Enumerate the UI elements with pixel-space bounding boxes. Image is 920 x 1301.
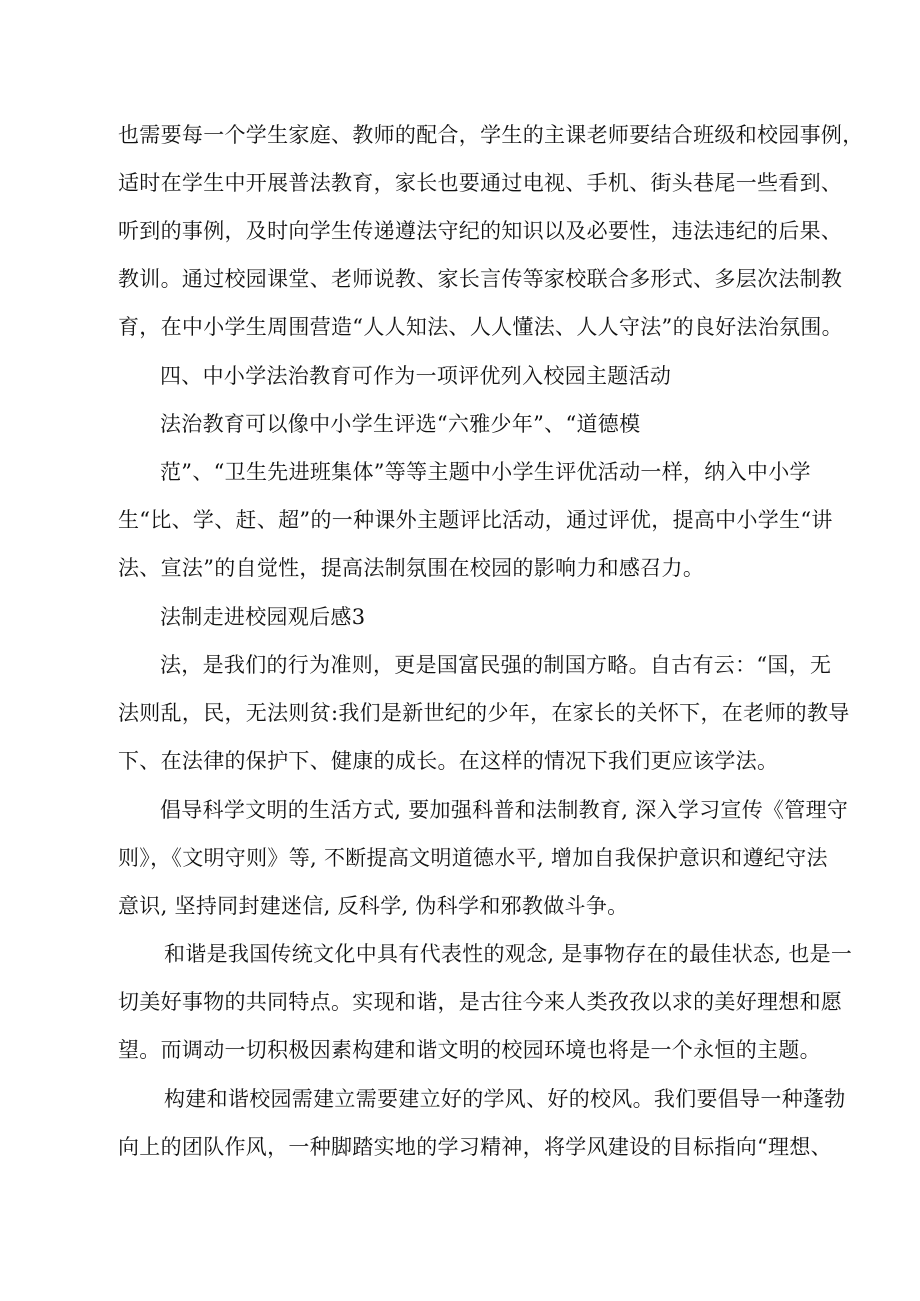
text-line: 法、宣法”的自觉性，提高法制氛围在校园的影响力和感召力。	[118, 556, 705, 580]
text-line: 倡导科学文明的生活方式, 要加强科普和法制教育, 深入学习宣传《管理守	[160, 798, 849, 822]
text-line: 法则乱，民，无法则贫:我们是新世纪的少年，在家长的关怀下，在老师的教导	[118, 701, 850, 725]
text-line: 构建和谐校园需建立需要建立好的学风、好的校风。我们要倡导一种蓬勃	[164, 1087, 846, 1111]
section-heading: 四、中小学法治教育可作为一项评优列入校园主题活动	[160, 364, 672, 388]
section-title: 法制走进校园观后感3	[160, 605, 366, 629]
text-line: 下、在法律的保护下、健康的成长。在这样的情况下我们更应该学法。	[118, 749, 779, 773]
text-line: 法治教育可以像中小学生评选“六雅少年”、“道德模	[160, 412, 641, 436]
text-line: 望。而调动一切积极因素构建和谐文明的校园环境也将是一个永恒的主题。	[118, 1038, 821, 1062]
text-line: 听到的事例，及时向学生传递遵法守纪的知识以及必要性，违法违纪的后果、	[118, 219, 843, 243]
text-line: 生“比、学、赶、超”的一种课外主题评比活动，通过评优，提高中小学生“讲	[118, 508, 833, 532]
text-line: 法，是我们的行为准则，更是国富民强的制国方略。自古有云：“国，无	[160, 653, 832, 677]
text-line: 和谐是我国传统文化中具有代表性的观念, 是事物存在的最佳状态, 也是一	[164, 942, 853, 966]
text-line: 育，在中小学生周围营造“人人知法、人人懂法、人人守法”的良好法治氛围。	[118, 315, 843, 339]
text-line: 向上的团队作风，一种脚踏实地的学习精神，将学风建设的目标指向“理想、	[118, 1135, 832, 1159]
text-line: 适时在学生中开展普法教育，家长也要通过电视、手机、街头巷尾一些看到、	[118, 171, 843, 195]
text-line: 教训。通过校园课堂、老师说教、家长言传等家校联合多形式、多层次法制教	[118, 267, 843, 291]
text-line: 则》，《文明守则》等, 不断提高文明道德水平, 增加自我保护意识和遵纪守法	[118, 846, 828, 870]
text-line: 切美好事物的共同特点。实现和谐，是古往今来人类孜孜以求的美好理想和愿	[118, 990, 843, 1014]
text-line: 范”、“卫生先进班集体”等等主题中小学生评优活动一样，纳入中小学	[160, 460, 811, 484]
text-line: 意识, 坚持同封建迷信, 反科学, 伪科学和邪教做斗争。	[118, 894, 629, 918]
text-line: 也需要每一个学生家庭、教师的配合，学生的主课老师要结合班级和校园事例，	[118, 123, 864, 147]
